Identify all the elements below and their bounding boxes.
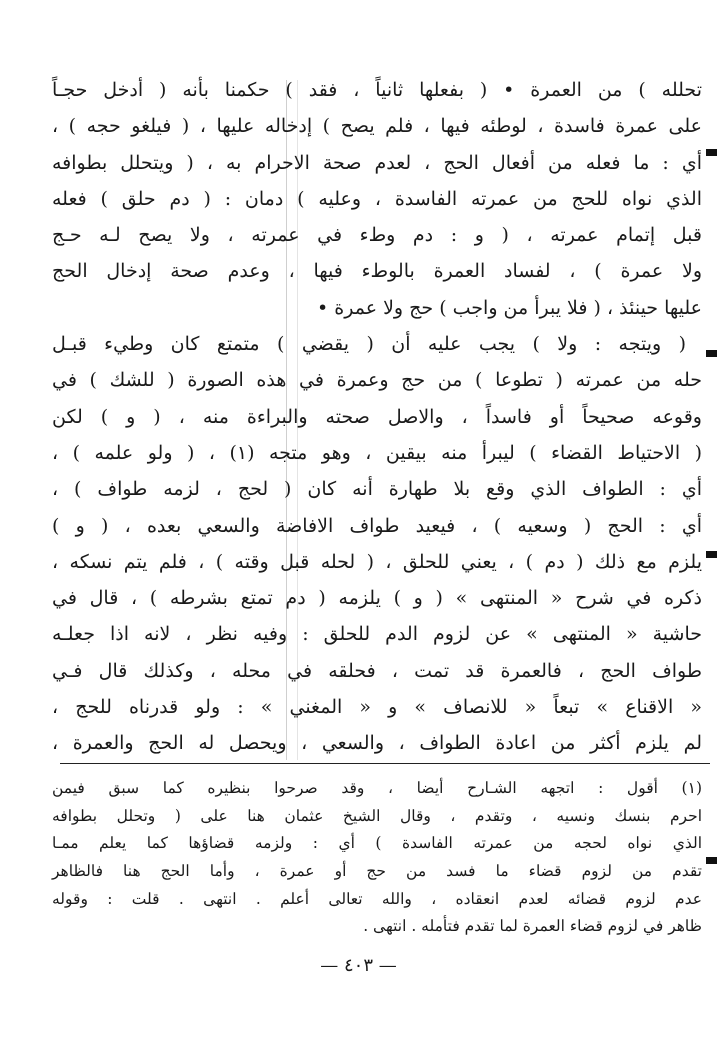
- footnote-line: عدم لزوم قضائه لعدم انعقاده ، والله تعالى أعلم . انتهى . قلت : وقوله: [52, 889, 702, 908]
- footnotes: [52, 775, 702, 941]
- text-line: وقوعه صحيحاً أو فاسداً ، والاصل صحته والبراءة منه ، ( و ) لكن: [52, 405, 702, 428]
- footnote-line: احرم بنسك ونسيه ، وتقدم ، وقال الشيخ عثمان هنا على ( وتحلل بطوافه: [52, 806, 702, 825]
- text-line: يلزم مع ذلك ( دم ) ، يعني للحلق ، ( لحله قبل وقته ) ، فلم يتم نسكه ،: [52, 550, 702, 573]
- text-line: تحلله ) من العمرة • ( بفعلها ثانياً ، فقد ) حكمنا بأنه ( أدخل حجـاً: [52, 79, 702, 101]
- text-line: قبل إتمام عمرته ، ( و : دم وطء في عمرته ، ولا يصح لـه حـج: [52, 224, 702, 247]
- text-line: أي : ما فعله من أفعال الحج ، لعدم صحة الاحرام به ، ( ويتحلل بطوافه: [52, 151, 702, 174]
- text-line: ( ويتجه : ولا ) يجب عليه أن ( يقضي ) متمتع كان وطيء قبـل: [52, 333, 686, 356]
- text-line: ولا عمرة ) ، لفساد العمرة بالوطء فيها ، وعدم صحة إدخال الحج: [52, 260, 702, 283]
- text-line: أي : الطواف الذي وقع بلا طهارة أنه كان ( لحج ، لزمه طواف ) ،: [52, 478, 702, 501]
- footnote-line: تقدم من لزوم قضاء ما فسد من حج أو عمرة ، وأما الحج هنا فالظاهر: [52, 862, 702, 881]
- text-line: حاشية « المنتهى » عن لزوم الدم للحلق : وفيه نظر ، لانه اذا جعلـه: [52, 623, 702, 646]
- footnote-separator: [60, 763, 710, 764]
- text-line: أي : الحج ( وسعيه ) ، فيعيد طواف الافاضة والسعي بعده ، ( و ): [52, 514, 702, 537]
- main-text: [52, 72, 702, 762]
- text-line: على عمرة فاسدة ، لوطئه فيها ، فلم يصح ) إدخاله عليها ، ( فيلغو حجه ) ،: [52, 115, 702, 138]
- text-line: حله من عمرته ( تطوعا ) من حج وعمرة في هذه الصورة ( للشك ) في: [52, 369, 702, 392]
- margin-tab-mark: [706, 551, 717, 558]
- margin-tab-mark: [706, 149, 717, 156]
- page-number: — ٤٠٣ —: [320, 955, 397, 976]
- text-line: « الاقناع » تبعاً « للانصاف » و « المغني » : ولو قدرناه للحج ،: [52, 696, 702, 719]
- text-line: عليها حينئذ ، ( فلا يبرأ من واجب ) حج ولا عمرة •: [317, 296, 702, 319]
- footnote-line: الذي نواه لحجه من عمرته الفاسدة ) أي : ولزمه قضاؤها كما يعلم ممـا: [52, 834, 702, 853]
- text-line: الذي نواه للحج من عمرته الفاسدة ، وعليه ) دمان : ( دم حلق ) فعله: [52, 187, 702, 210]
- footnote-line: ظاهر في لزوم قضاء العمرة لما تقدم فتأمله . انتهى .: [363, 917, 702, 936]
- margin-tab-mark: [706, 857, 717, 864]
- text-line: ( الاحتياط القضاء ) ليبرأ منه بيقين ، وهو متجه (١) ، ( ولو علمه ) ،: [52, 441, 702, 464]
- text-line: لم يلزم أكثر من اعادة الطواف ، والسعي ، ويحصل له الحج والعمرة ،: [52, 732, 702, 755]
- footnote-line: (١) أقول : اتجهه الشـارح أيضا ، وقد صرحوا بنظيره كما سبق فيمن: [52, 779, 702, 797]
- text-line: طواف الحج ، فالعمرة قد تمت ، فحلقه في محله ، وكذلك قال فـي: [52, 659, 702, 682]
- text-line: ذكره في شرح « المنتهى » ( و ) يلزمه ( دم تمتع بشرطه ) ، قال في: [52, 587, 702, 610]
- margin-tab-mark: [706, 350, 717, 357]
